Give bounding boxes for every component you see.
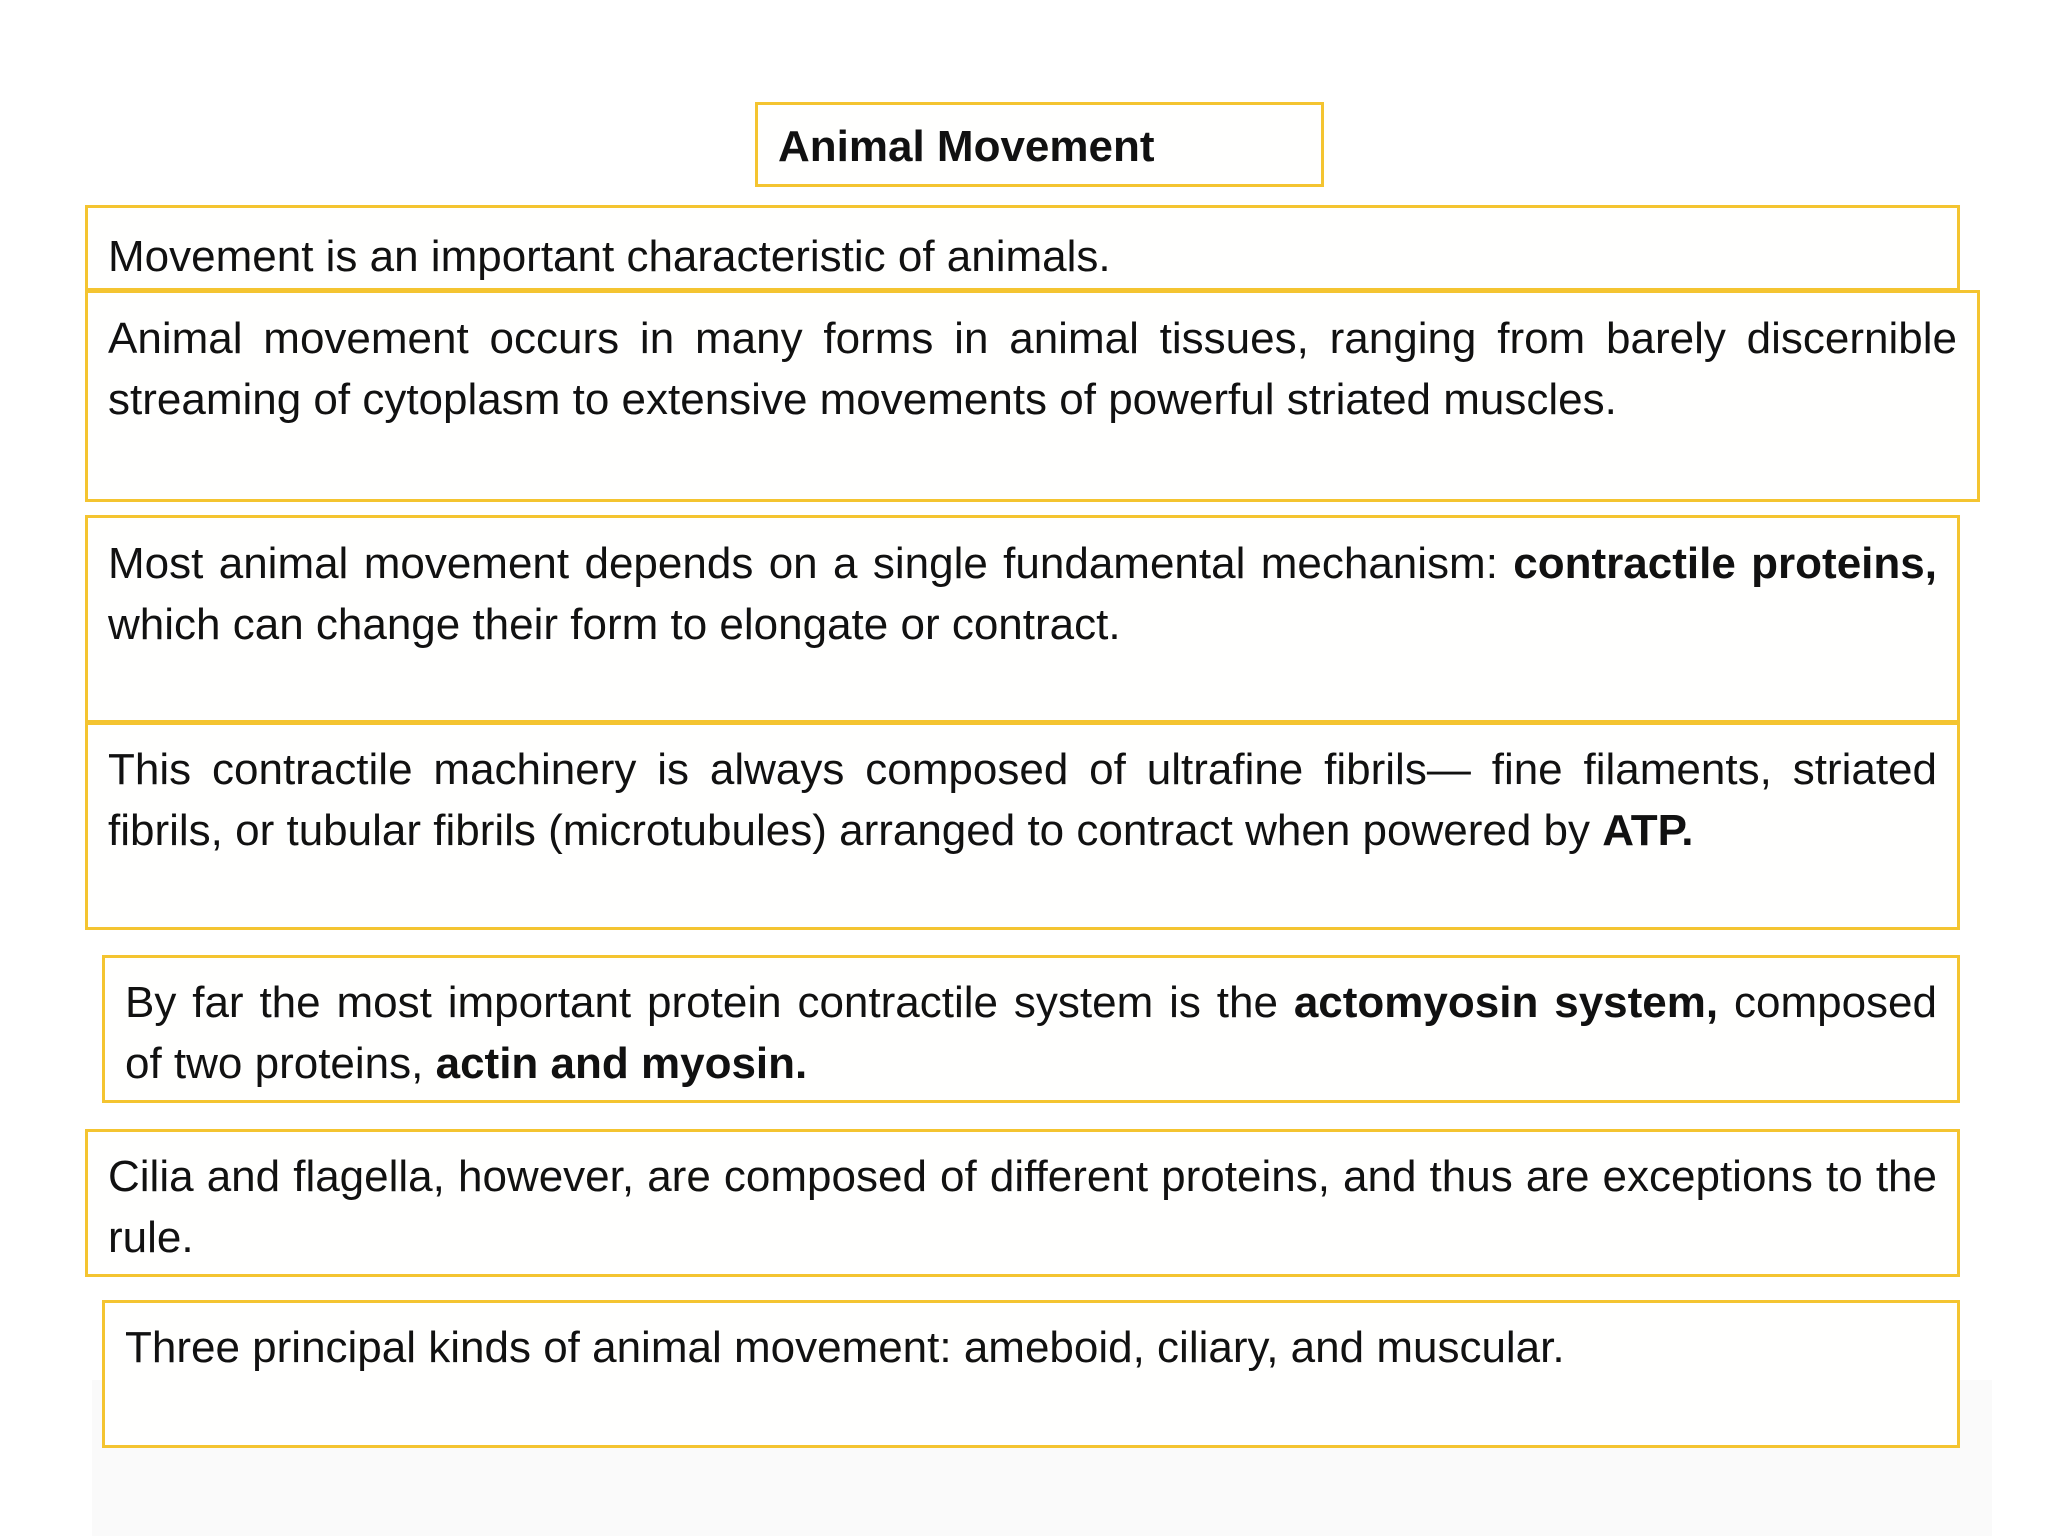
text-box-principal-kinds <box>102 1300 1960 1448</box>
slide-title-box <box>755 102 1324 187</box>
paragraph-text: This contractile machinery is always composed of ultrafine fibrils— fine filaments, striated fibrils, or tubular fibrils (microtubules) arranged to contract when powered by <box>108 745 1937 855</box>
paragraph-text: Three principal kinds of animal movement: ameboid, ciliary, and muscular. <box>125 1323 1565 1372</box>
bold-term-atp: ATP. <box>1602 806 1694 855</box>
paragraph-text: which can change their form to elongate or contract. <box>108 600 1121 649</box>
bold-term-contractile-proteins: contractile proteins, <box>1513 539 1937 588</box>
paragraph-text: Animal movement occurs in many forms in animal tissues, ranging from barely discernible streaming of cytoplasm to extensive movements of powerful striated muscles. <box>108 314 1957 424</box>
text-box-contractile-proteins <box>85 515 1960 723</box>
paragraph-text: By far the most important protein contractile system is the <box>125 978 1294 1027</box>
paragraph-text: Movement is an important characteristic of animals. <box>108 232 1111 281</box>
paragraph-text: Cilia and flagella, however, are composed of different proteins, and thus are exceptions to the rule. <box>108 1152 1937 1262</box>
paragraph-text: Most animal movement depends on a single fundamental mechanism: <box>108 539 1514 588</box>
text-box-movement-characteristic <box>85 205 1960 291</box>
text-box-movement-forms <box>85 290 1980 502</box>
paragraph-text: composed of two proteins, <box>125 978 1937 1088</box>
bold-term-actin-myosin: actin and myosin. <box>435 1039 808 1088</box>
text-box-actomyosin-system <box>102 955 1960 1103</box>
bold-term-actomyosin-system: actomyosin system, <box>1293 978 1719 1027</box>
text-box-cilia-flagella <box>85 1129 1960 1277</box>
text-box-contractile-machinery <box>85 722 1960 930</box>
slide-title: Animal Movement <box>778 122 1155 171</box>
